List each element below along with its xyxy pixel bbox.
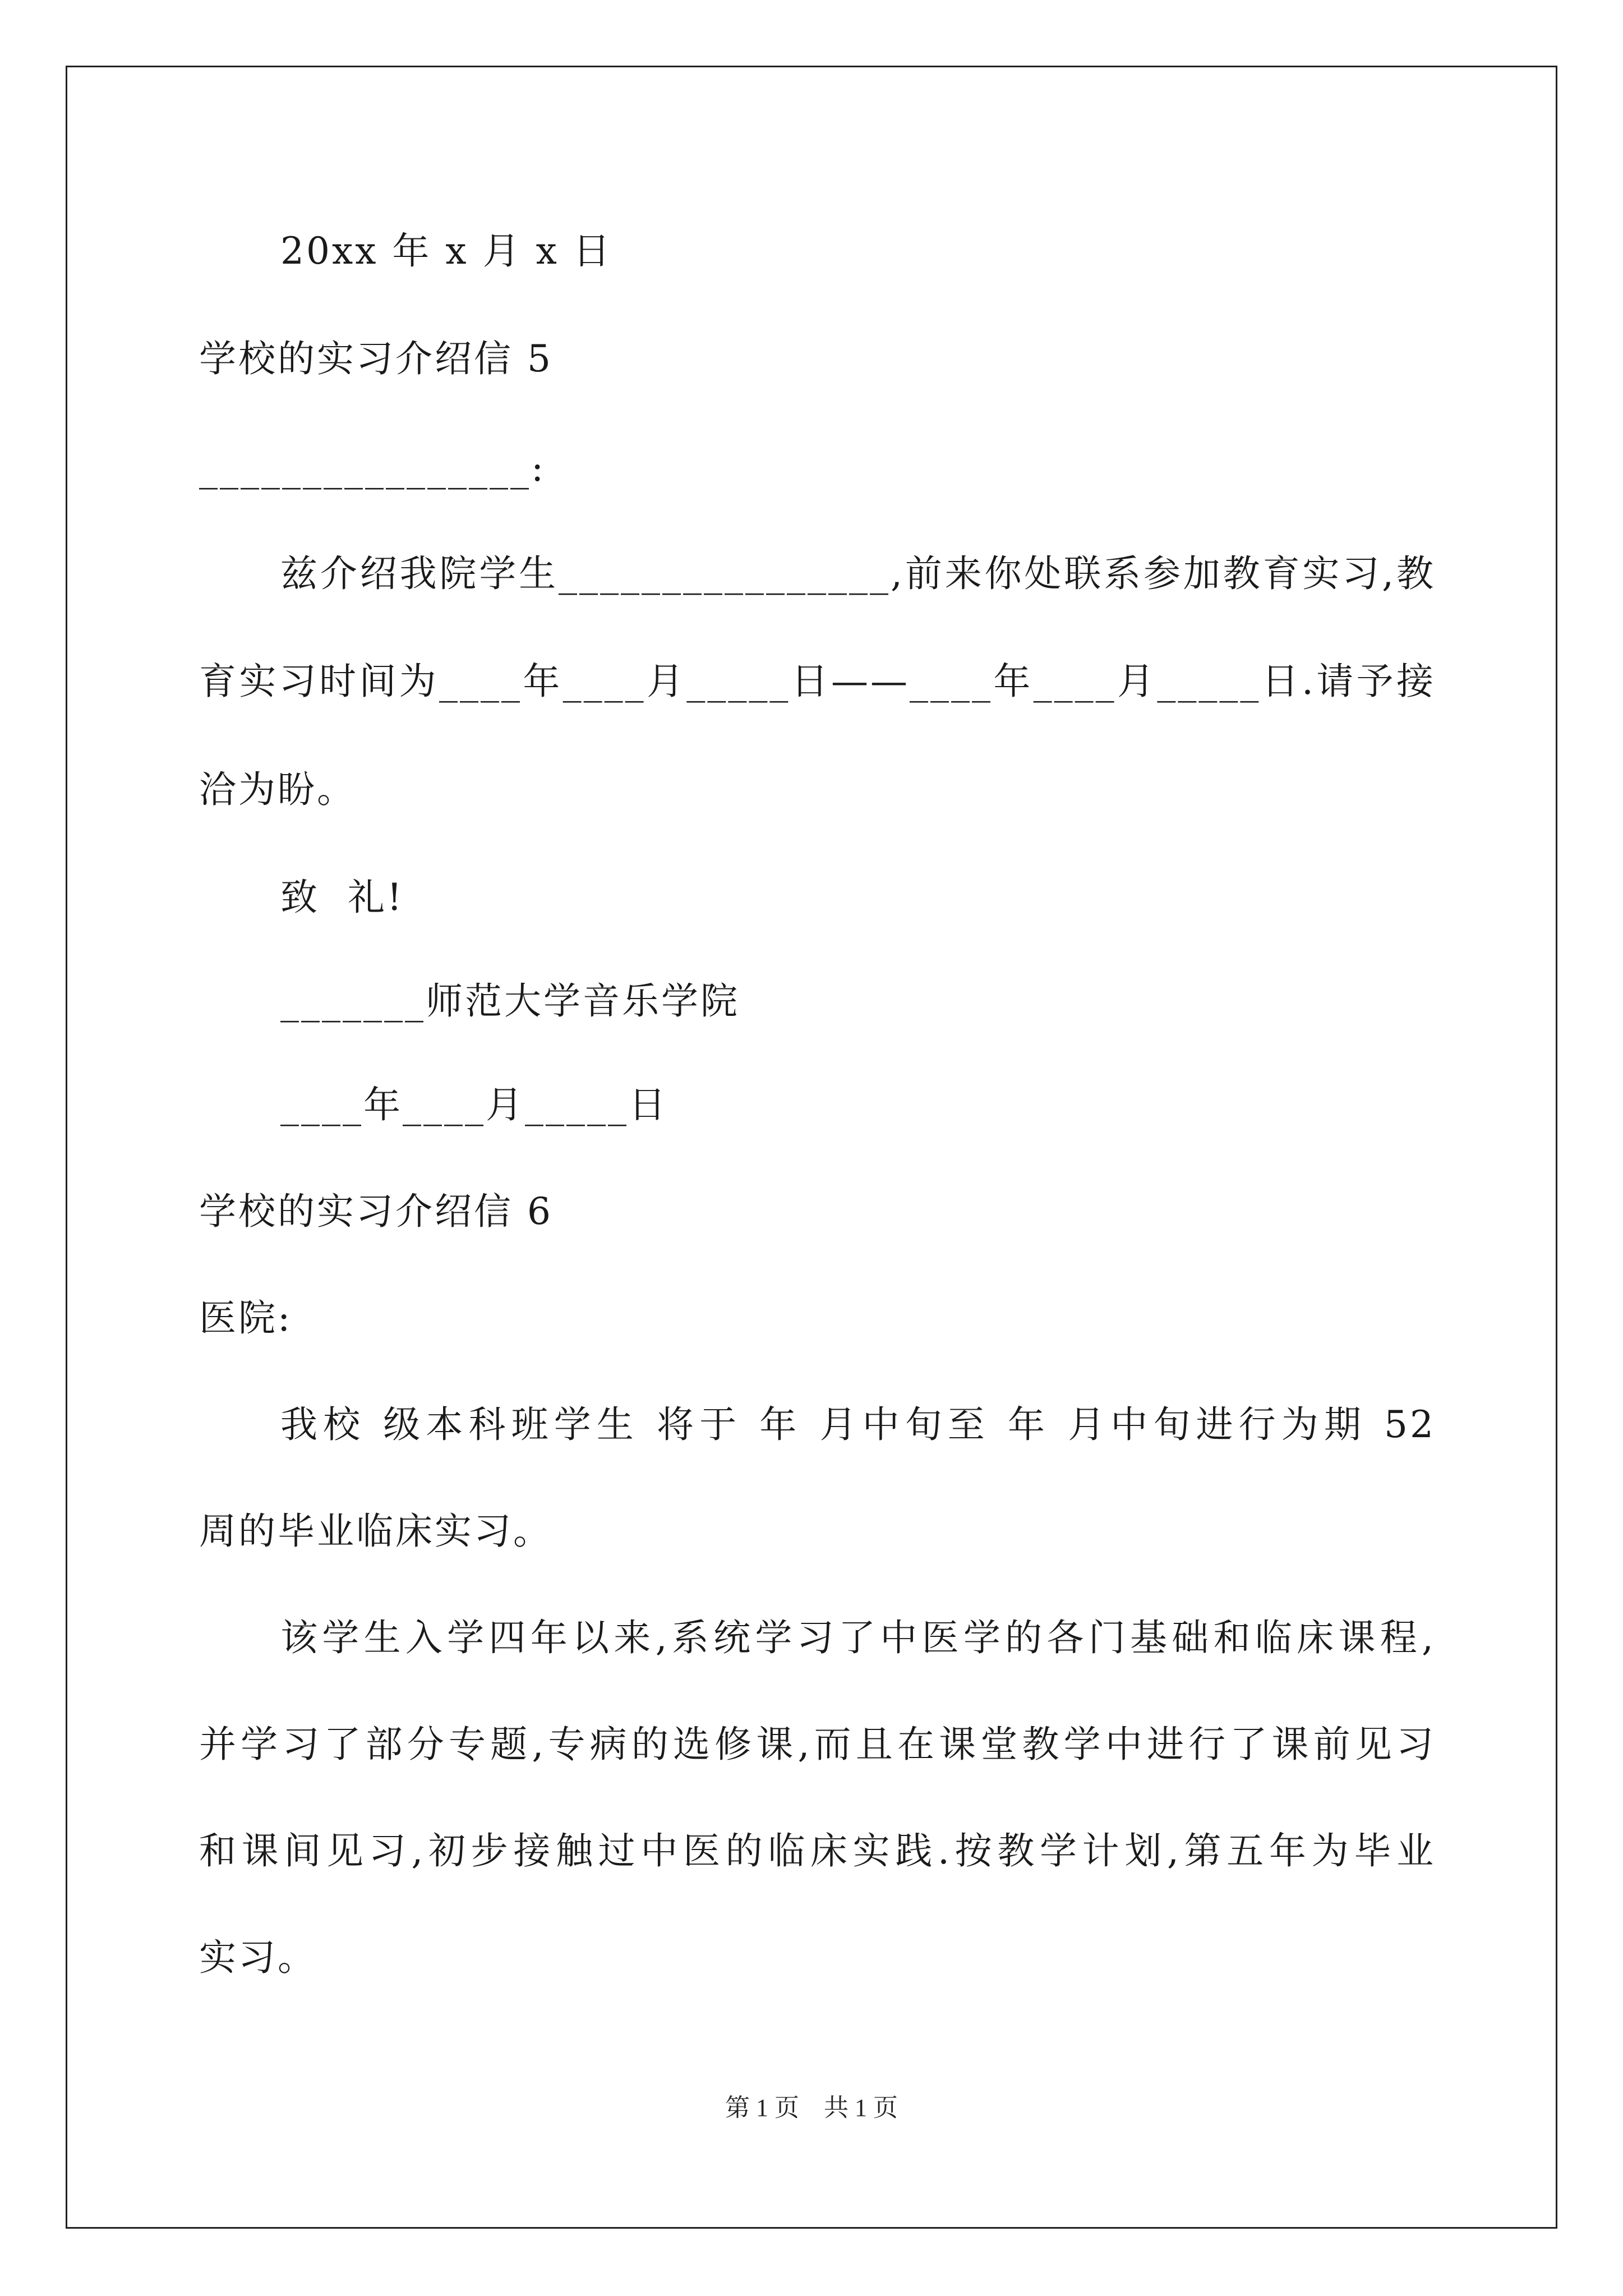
intro-paragraph-line-3: 洽为盼。 bbox=[199, 768, 356, 811]
body-paragraph-1-line-2: 周的毕业临床实习。 bbox=[199, 1510, 552, 1553]
page-border bbox=[66, 66, 1557, 2229]
signature-date: ____年____月_____日 bbox=[280, 1083, 668, 1126]
body-paragraph-2-line-1: 该学生入学四年以来,系统学习了中医学的各门基础和临床课程, bbox=[280, 1616, 1436, 1659]
date-line: 20xx 年 x 月 x 日 bbox=[280, 229, 612, 273]
salutation: 致 礼! bbox=[280, 876, 404, 919]
body-paragraph-1-line-1: 我校 级本科班学生 将于 年 月中旬至 年 月中旬进行为期 52 bbox=[280, 1403, 1436, 1446]
page-footer: 第 1 页 共 1 页 bbox=[725, 2094, 898, 2122]
recipient-blank: ________________: bbox=[199, 447, 546, 490]
intro-paragraph-line-1: 兹介绍我院学生________________,前来你处联系参加教育实习,教 bbox=[280, 552, 1436, 595]
signature-institution: _______师范大学音乐学院 bbox=[280, 979, 740, 1023]
body-paragraph-2-line-3: 和课间见习,初步接触过中医的临床实践.按教学计划,第五年为毕业 bbox=[199, 1829, 1436, 1872]
section-heading-6: 学校的实习介绍信 6 bbox=[199, 1190, 553, 1233]
body-paragraph-2-line-2: 并学习了部分专题,专病的选修课,而且在课堂教学中进行了课前见习 bbox=[199, 1723, 1436, 1766]
recipient-hospital: 医院: bbox=[199, 1296, 293, 1340]
section-heading-5: 学校的实习介绍信 5 bbox=[199, 337, 553, 380]
intro-paragraph-line-2: 育实习时间为____年____月_____日——____年____月_____日.请予接 bbox=[199, 660, 1436, 703]
body-paragraph-2-line-4: 实习。 bbox=[199, 1936, 317, 1979]
